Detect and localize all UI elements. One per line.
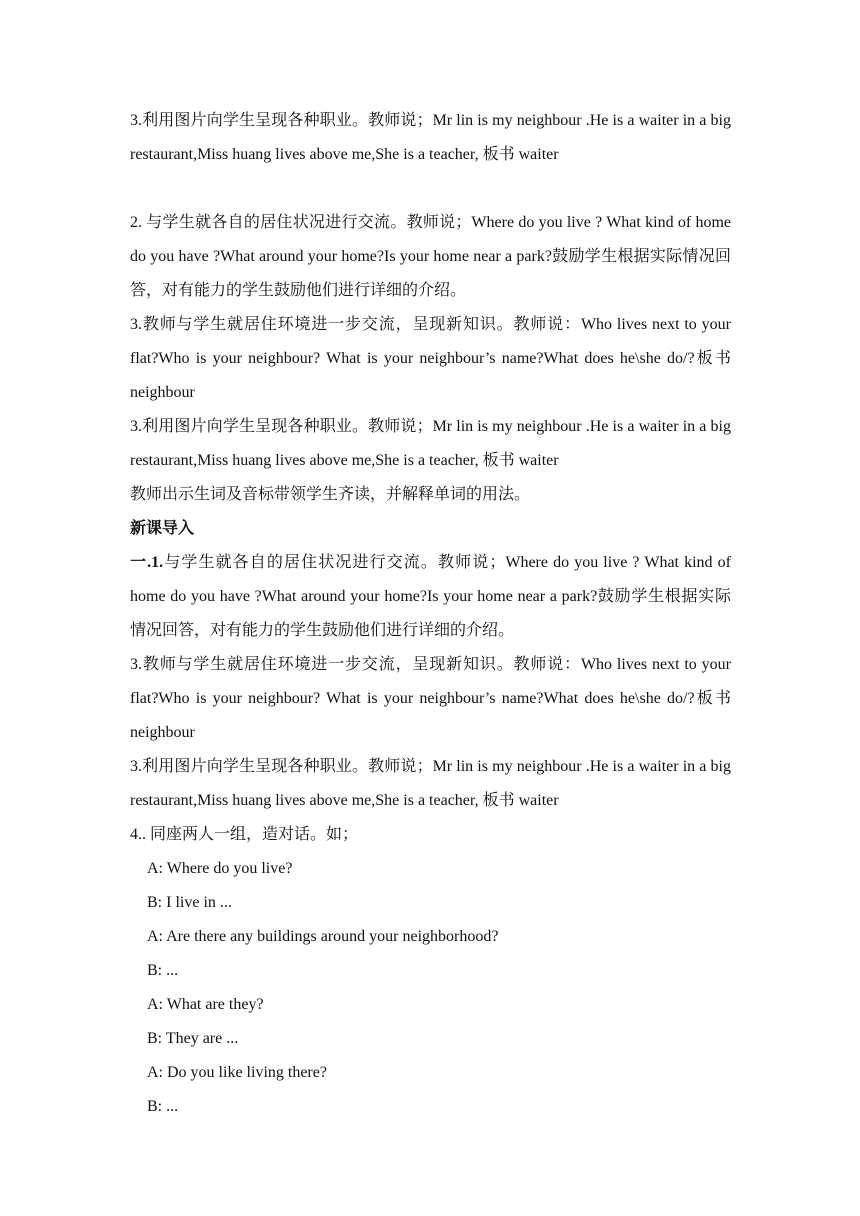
dialog-line: A: What are they? [147, 996, 264, 1013]
paragraph-occupations-2: 3.利用图片向学生呈现各种职业。教师说；Mr lin is my neighbour .He is a waiter in a big restaurant,Miss huang lives above me,She is a teacher, 板书 waiter [130, 418, 731, 469]
dialog-line: B: They are ... [147, 1030, 239, 1047]
dialog-line: A: Where do you live? [147, 860, 293, 877]
paragraph-neighbour-2: 3.教师与学生就居住环境进一步交流，呈现新知识。教师说：Who lives next to your flat?Who is your neighbour? What is your neighbour’s name?What does he\she do/?板书 neighbour [130, 656, 731, 741]
dialog-line: A: Do you like living there? [147, 1064, 327, 1081]
dialog-line: B: ... [147, 1098, 179, 1115]
dialog-line: A: Are there any buildings around your neighborhood? [147, 928, 499, 945]
paragraph-occupations-1: 3.利用图片向学生呈现各种职业。教师说；Mr lin is my neighbour .He is a waiter in a big restaurant,Miss huang lives above me,She is a teacher, 板书 waiter [130, 112, 731, 163]
paragraph-neighbour-1: 3.教师与学生就居住环境进一步交流，呈现新知识。教师说：Who lives next to your flat?Who is your neighbour? What is your neighbour’s name?What does he\she do/?板书 neighbour [130, 316, 731, 401]
section-heading: 新课导入 [130, 520, 195, 537]
document-body [130, 104, 731, 1124]
paragraph-pair-work: 4.. 同座两人一组，造对话。如； [130, 826, 359, 843]
blank-line [130, 172, 731, 206]
paragraph-text: 与学生就各自的居住状况进行交流。教师说；Where do you live ? What kind of home do you have ?What around your home?Is your home near a park?鼓励学生根据实际情况回答，对有能力的学生鼓励他们进行详细的介绍。 [130, 554, 731, 639]
paragraph-occupations-3: 3.利用图片向学生呈现各种职业。教师说；Mr lin is my neighbour .He is a waiter in a big restaurant,Miss huang lives above me,She is a teacher, 板书 waiter [130, 758, 731, 809]
dialog-line: B: ... [147, 962, 179, 979]
paragraph-living-situation-2 [130, 546, 731, 648]
dialog-line: B: I live in ... [147, 894, 232, 911]
paragraph-living-situation-1: 2. 与学生就各自的居住状况进行交流。教师说；Where do you live ? What kind of home do you have ?What around your home?Is your home near a park?鼓励学生根据实际情况回答，对有能力的学生鼓励他们进行详细的介绍。 [130, 214, 731, 299]
paragraph-vocabulary: 教师出示生词及音标带领学生齐读，并解释单词的用法。 [130, 486, 531, 503]
item-number: 一.1. [130, 554, 164, 571]
